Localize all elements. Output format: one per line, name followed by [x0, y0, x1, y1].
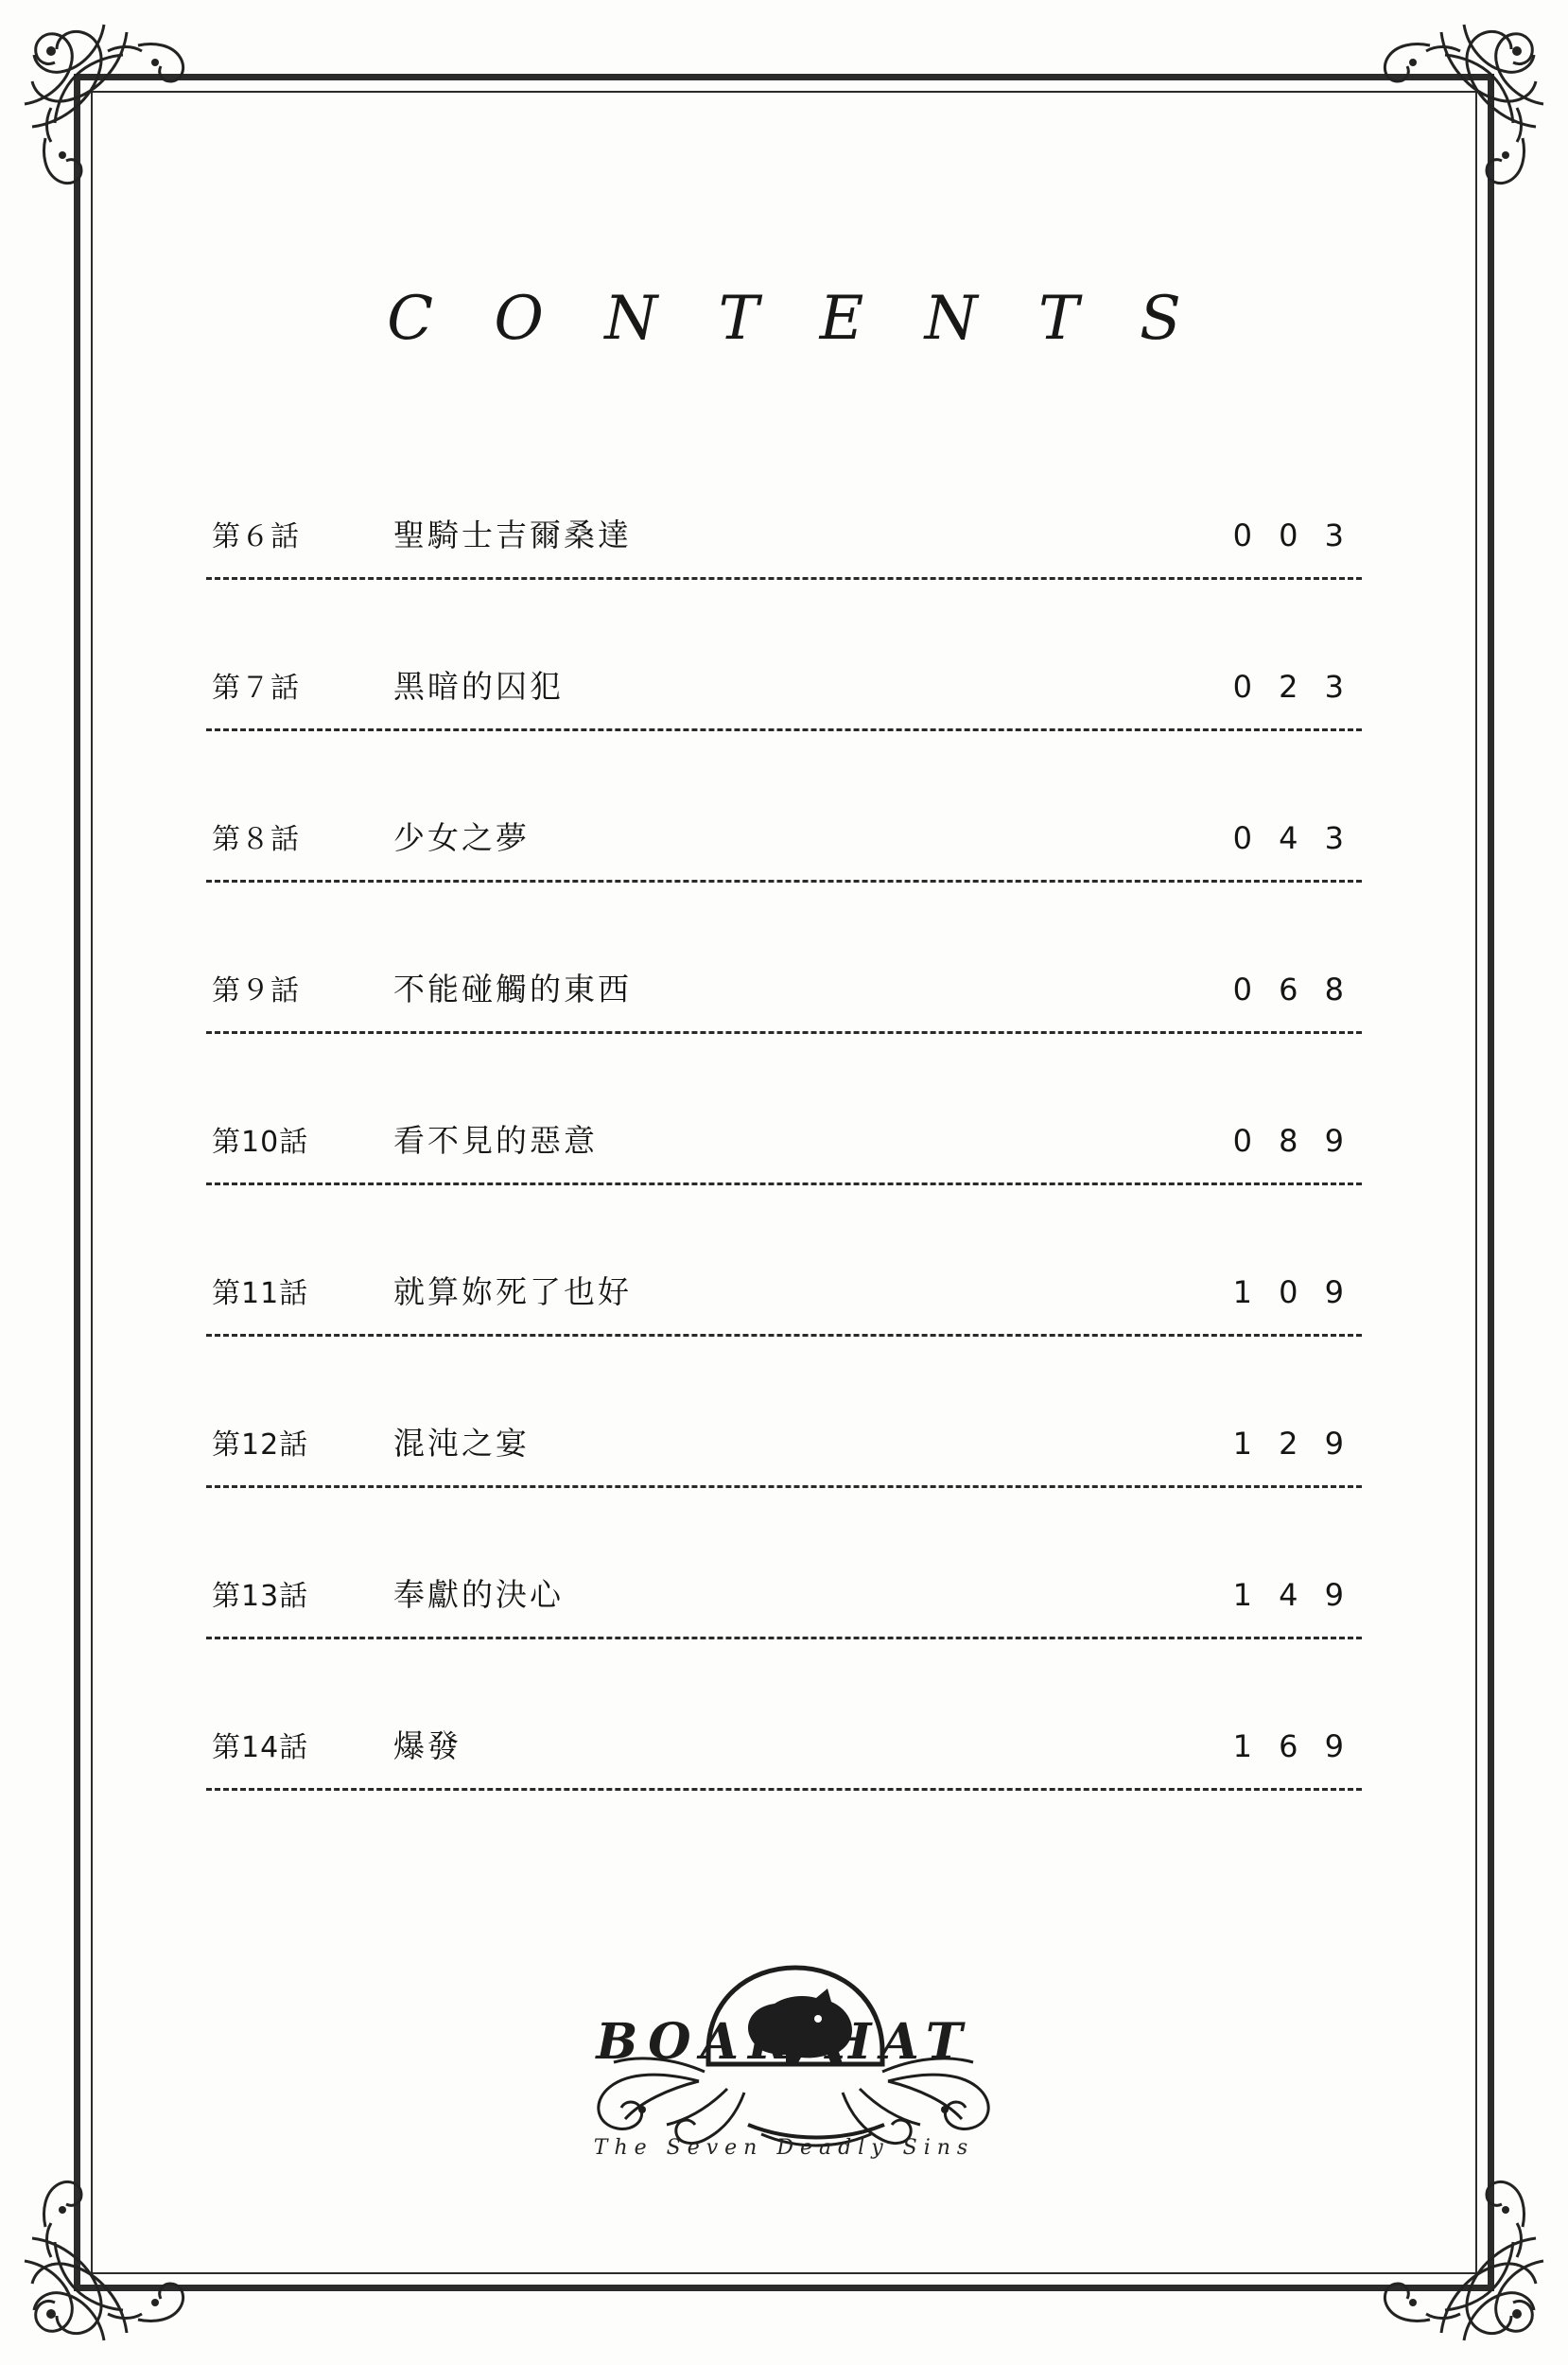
toc-row[interactable]: [206, 662, 1362, 814]
toc-row[interactable]: [206, 511, 1362, 662]
chapter-number: 第11話: [212, 1277, 309, 1310]
toc-row[interactable]: [206, 814, 1362, 965]
divider: [206, 1637, 1362, 1639]
divider: [206, 880, 1362, 883]
chapter-title: 就算妳死了也好: [393, 1273, 632, 1310]
divider: [206, 1485, 1362, 1488]
toc-row[interactable]: [206, 1570, 1362, 1722]
chapter-page: 0 6 8: [1232, 972, 1352, 1007]
chapter-page: 1 6 9: [1232, 1728, 1352, 1764]
divider: [206, 1031, 1362, 1034]
chapter-page: 1 0 9: [1232, 1274, 1352, 1310]
chapter-title: 少女之夢: [393, 819, 530, 856]
toc-row[interactable]: [206, 965, 1362, 1116]
chapter-title: 聖騎士吉爾桑達: [393, 517, 632, 553]
chapter-title: 不能碰觸的東西: [393, 971, 632, 1007]
chapter-title: 爆發: [393, 1727, 462, 1764]
toc-row[interactable]: [206, 1268, 1362, 1419]
page-title: C O N T E N T S: [387, 284, 1202, 354]
table-of-contents: [206, 511, 1362, 1873]
divider: [206, 1334, 1362, 1337]
chapter-page: 1 2 9: [1232, 1426, 1352, 1462]
chapter-number: 第13話: [212, 1580, 309, 1613]
boar-hat-logo: [415, 1939, 1153, 2204]
corner-ornament-icon: [1366, 2163, 1555, 2352]
logo-wordmark: BOAR HAT: [596, 2013, 972, 2071]
corner-ornament-icon: [1366, 13, 1555, 202]
toc-row[interactable]: [206, 1722, 1362, 1873]
divider: [206, 577, 1362, 580]
toc-row[interactable]: [206, 1419, 1362, 1570]
chapter-number: 第10話: [212, 1126, 309, 1159]
divider: [206, 1788, 1362, 1791]
corner-ornament-icon: [13, 13, 202, 202]
chapter-number: 第６話: [212, 520, 300, 553]
chapter-number: 第７話: [212, 672, 300, 705]
chapter-title: 混沌之宴: [393, 1425, 530, 1462]
logo-subtitle: The Seven Deadly Sins: [593, 2136, 975, 2160]
chapter-title: 黑暗的囚犯: [393, 668, 564, 705]
chapter-page: 0 8 9: [1232, 1123, 1352, 1159]
chapter-title: 奉獻的決心: [393, 1576, 564, 1613]
chapter-number: 第８話: [212, 823, 300, 856]
divider: [206, 728, 1362, 731]
chapter-title: 看不見的惡意: [393, 1122, 598, 1159]
divider: [206, 1182, 1362, 1185]
chapter-number: 第９話: [212, 974, 300, 1007]
corner-ornament-icon: [13, 2163, 202, 2352]
chapter-page: 0 4 3: [1232, 820, 1352, 856]
chapter-page: 1 4 9: [1232, 1577, 1352, 1613]
chapter-number: 第12話: [212, 1428, 309, 1462]
chapter-number: 第14話: [212, 1731, 309, 1764]
toc-row[interactable]: [206, 1116, 1362, 1268]
chapter-page: 0 2 3: [1232, 669, 1352, 705]
chapter-page: 0 0 3: [1232, 517, 1352, 553]
